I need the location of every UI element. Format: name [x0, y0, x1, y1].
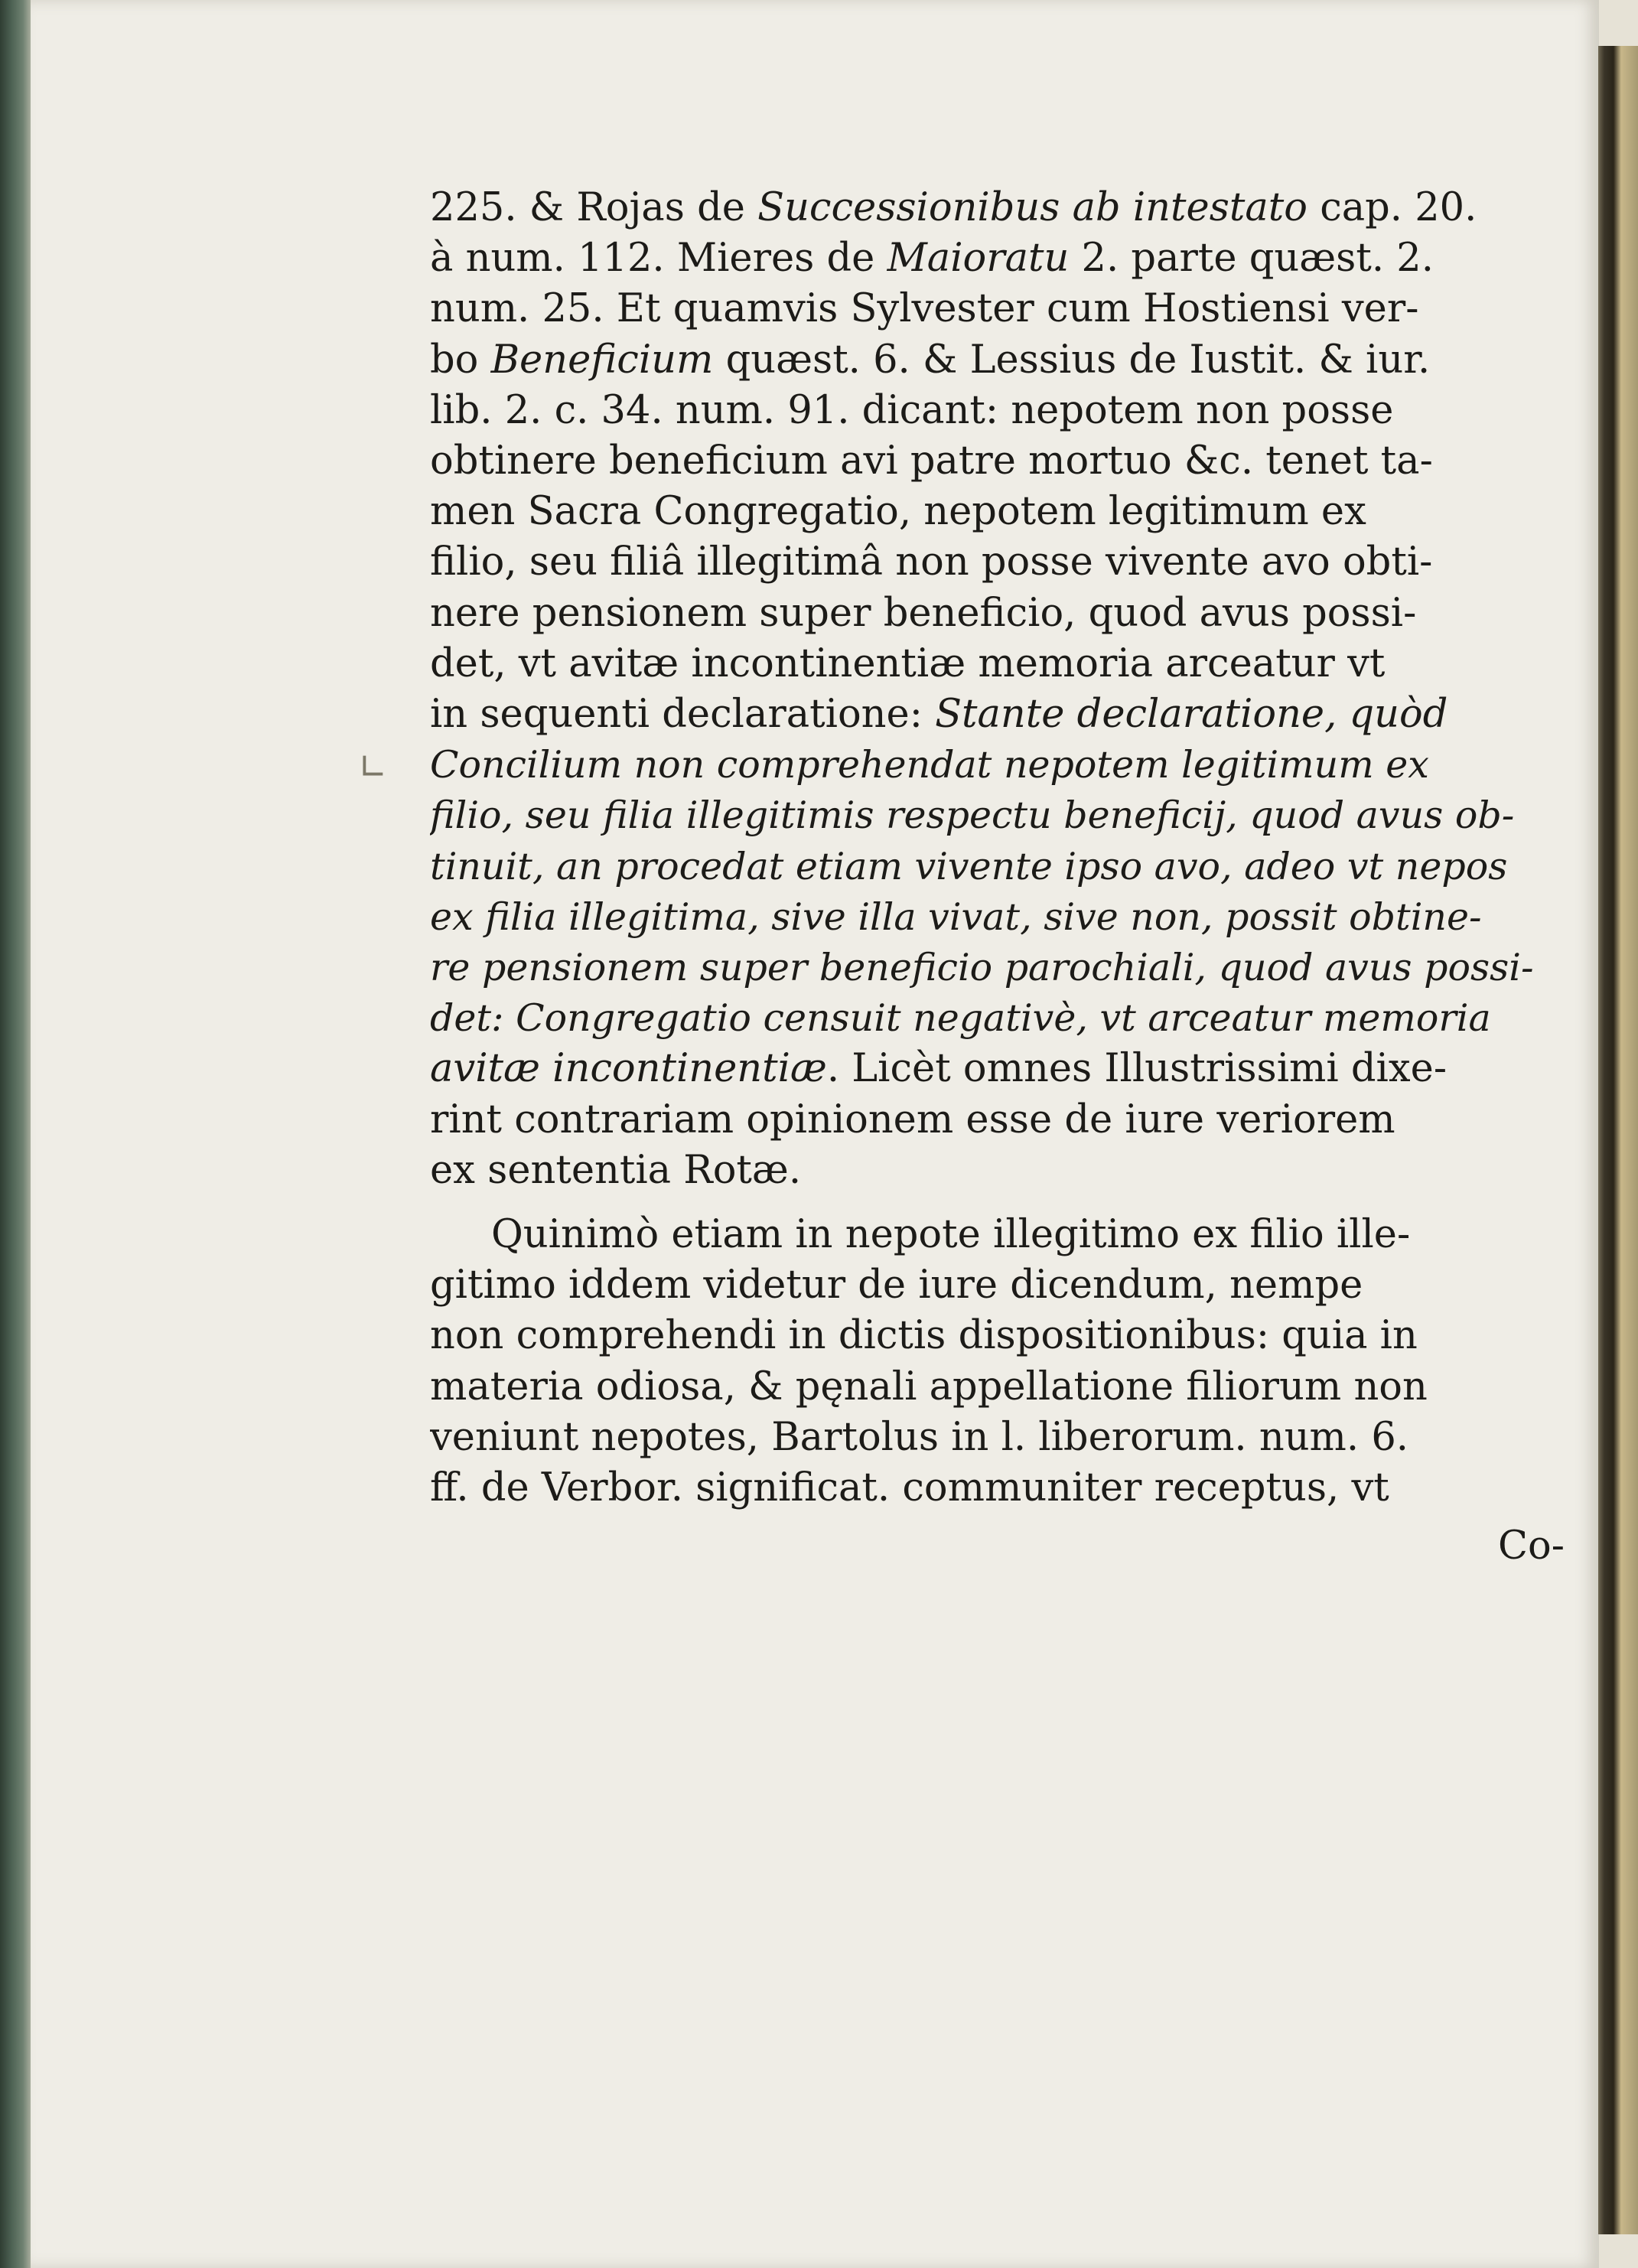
roman-span: obtinere beneficium avi patre mortuo &c. tenet ta- [430, 438, 1433, 484]
text-line [430, 791, 1564, 840]
text-line [430, 1044, 1564, 1093]
italic-span: avitæ incontinentiæ [430, 1046, 827, 1091]
text-line [430, 741, 1564, 790]
roman-span: 2. parte quæst. 2. [1069, 236, 1434, 281]
roman-span: num. 25. Et quamvis Sylvester cum Hostiensi ver- [430, 286, 1419, 331]
text-line [430, 994, 1564, 1043]
text-line [430, 234, 1564, 283]
text-line [430, 1464, 1564, 1513]
text-line [430, 1146, 1564, 1195]
roman-span: Quinimò etiam in nepote illegitimo ex filio ille- [491, 1212, 1411, 1257]
text-line [430, 437, 1564, 486]
pencil-mark: ∟ [358, 746, 388, 787]
italic-span: re pensionem super beneficio parochiali, quod avus possi- [430, 946, 1534, 989]
text-line [430, 487, 1564, 536]
roman-span: à num. 112. Mieres de [430, 236, 887, 281]
text-line [430, 184, 1564, 233]
roman-span: cap. 20. [1307, 185, 1477, 230]
text-line [430, 893, 1564, 942]
text-line [430, 842, 1564, 891]
text-line [430, 285, 1564, 334]
text-line [430, 589, 1564, 638]
text-line [430, 1312, 1564, 1360]
italic-span: ex filia illegitima, sive illa vivat, sive non, possit obtine- [430, 895, 1482, 939]
text-line [430, 1413, 1564, 1462]
italic-span: Stante declaratione, quòd [935, 692, 1448, 737]
roman-span: quæst. 6. & Lessius de Iustit. & iur. [713, 337, 1431, 383]
roman-span: materia odiosa, & pęnali appellatione filiorum non [430, 1364, 1428, 1409]
text-line [430, 1261, 1564, 1310]
roman-span: bo [430, 337, 491, 383]
roman-span: in sequenti declaratione: [430, 692, 936, 737]
italic-span: filio, seu filia illegitimis respectu beneficij, quod avus ob- [430, 793, 1515, 837]
text-line [430, 1096, 1564, 1145]
text-line [430, 690, 1564, 739]
text-line [430, 386, 1564, 435]
roman-span: 225. & Rojas de [430, 185, 758, 230]
roman-span: gitimo iddem videtur de iure dicendum, nempe [430, 1263, 1363, 1308]
catchword: Co- [1498, 1523, 1565, 1569]
italic-span: Beneficium [490, 337, 714, 383]
text-line [430, 336, 1564, 385]
roman-span: ex sententia Rotæ. [430, 1148, 802, 1193]
italic-span: Successionibus ab intestato [757, 185, 1307, 230]
text-line [430, 943, 1564, 992]
italic-span: Maioratu [887, 236, 1070, 281]
text-line [491, 1211, 1564, 1259]
roman-span: filio, seu filiâ illegitimâ non posse vivente avo obti- [430, 539, 1433, 585]
roman-span: non comprehendi in dictis dispositionibus: quia in [430, 1313, 1418, 1358]
text-line [430, 640, 1564, 689]
roman-span: det, vt avitæ incontinentiæ memoria arceatur vt [430, 641, 1386, 686]
italic-span: Concilium non comprehendat nepotem legitimum ex [430, 743, 1429, 787]
text-line [430, 538, 1564, 587]
roman-span: ff. de Verbor. significat. communiter receptus, vt [430, 1465, 1389, 1510]
roman-span: lib. 2. c. 34. num. 91. dicant: nepotem non posse [430, 388, 1394, 433]
roman-span: veniunt nepotes, Bartolus in l. liberorum. num. 6. [430, 1415, 1408, 1460]
text-line [430, 1363, 1564, 1412]
roman-span: . Licèt omnes Illustrissimi dixe- [826, 1046, 1447, 1091]
italic-span: tinuit, an procedat etiam vivente ipso avo, adeo vt nepos [430, 845, 1508, 888]
roman-span: nere pensionem super beneficio, quod avus possi- [430, 591, 1417, 636]
italic-span: det: Congregatio censuit negativè, vt arceatur memoria [430, 996, 1491, 1040]
roman-span: men Sacra Congregatio, nepotem legitimum ex [430, 489, 1366, 534]
roman-span: rint contrariam opinionem esse de iure veriorem [430, 1097, 1395, 1142]
